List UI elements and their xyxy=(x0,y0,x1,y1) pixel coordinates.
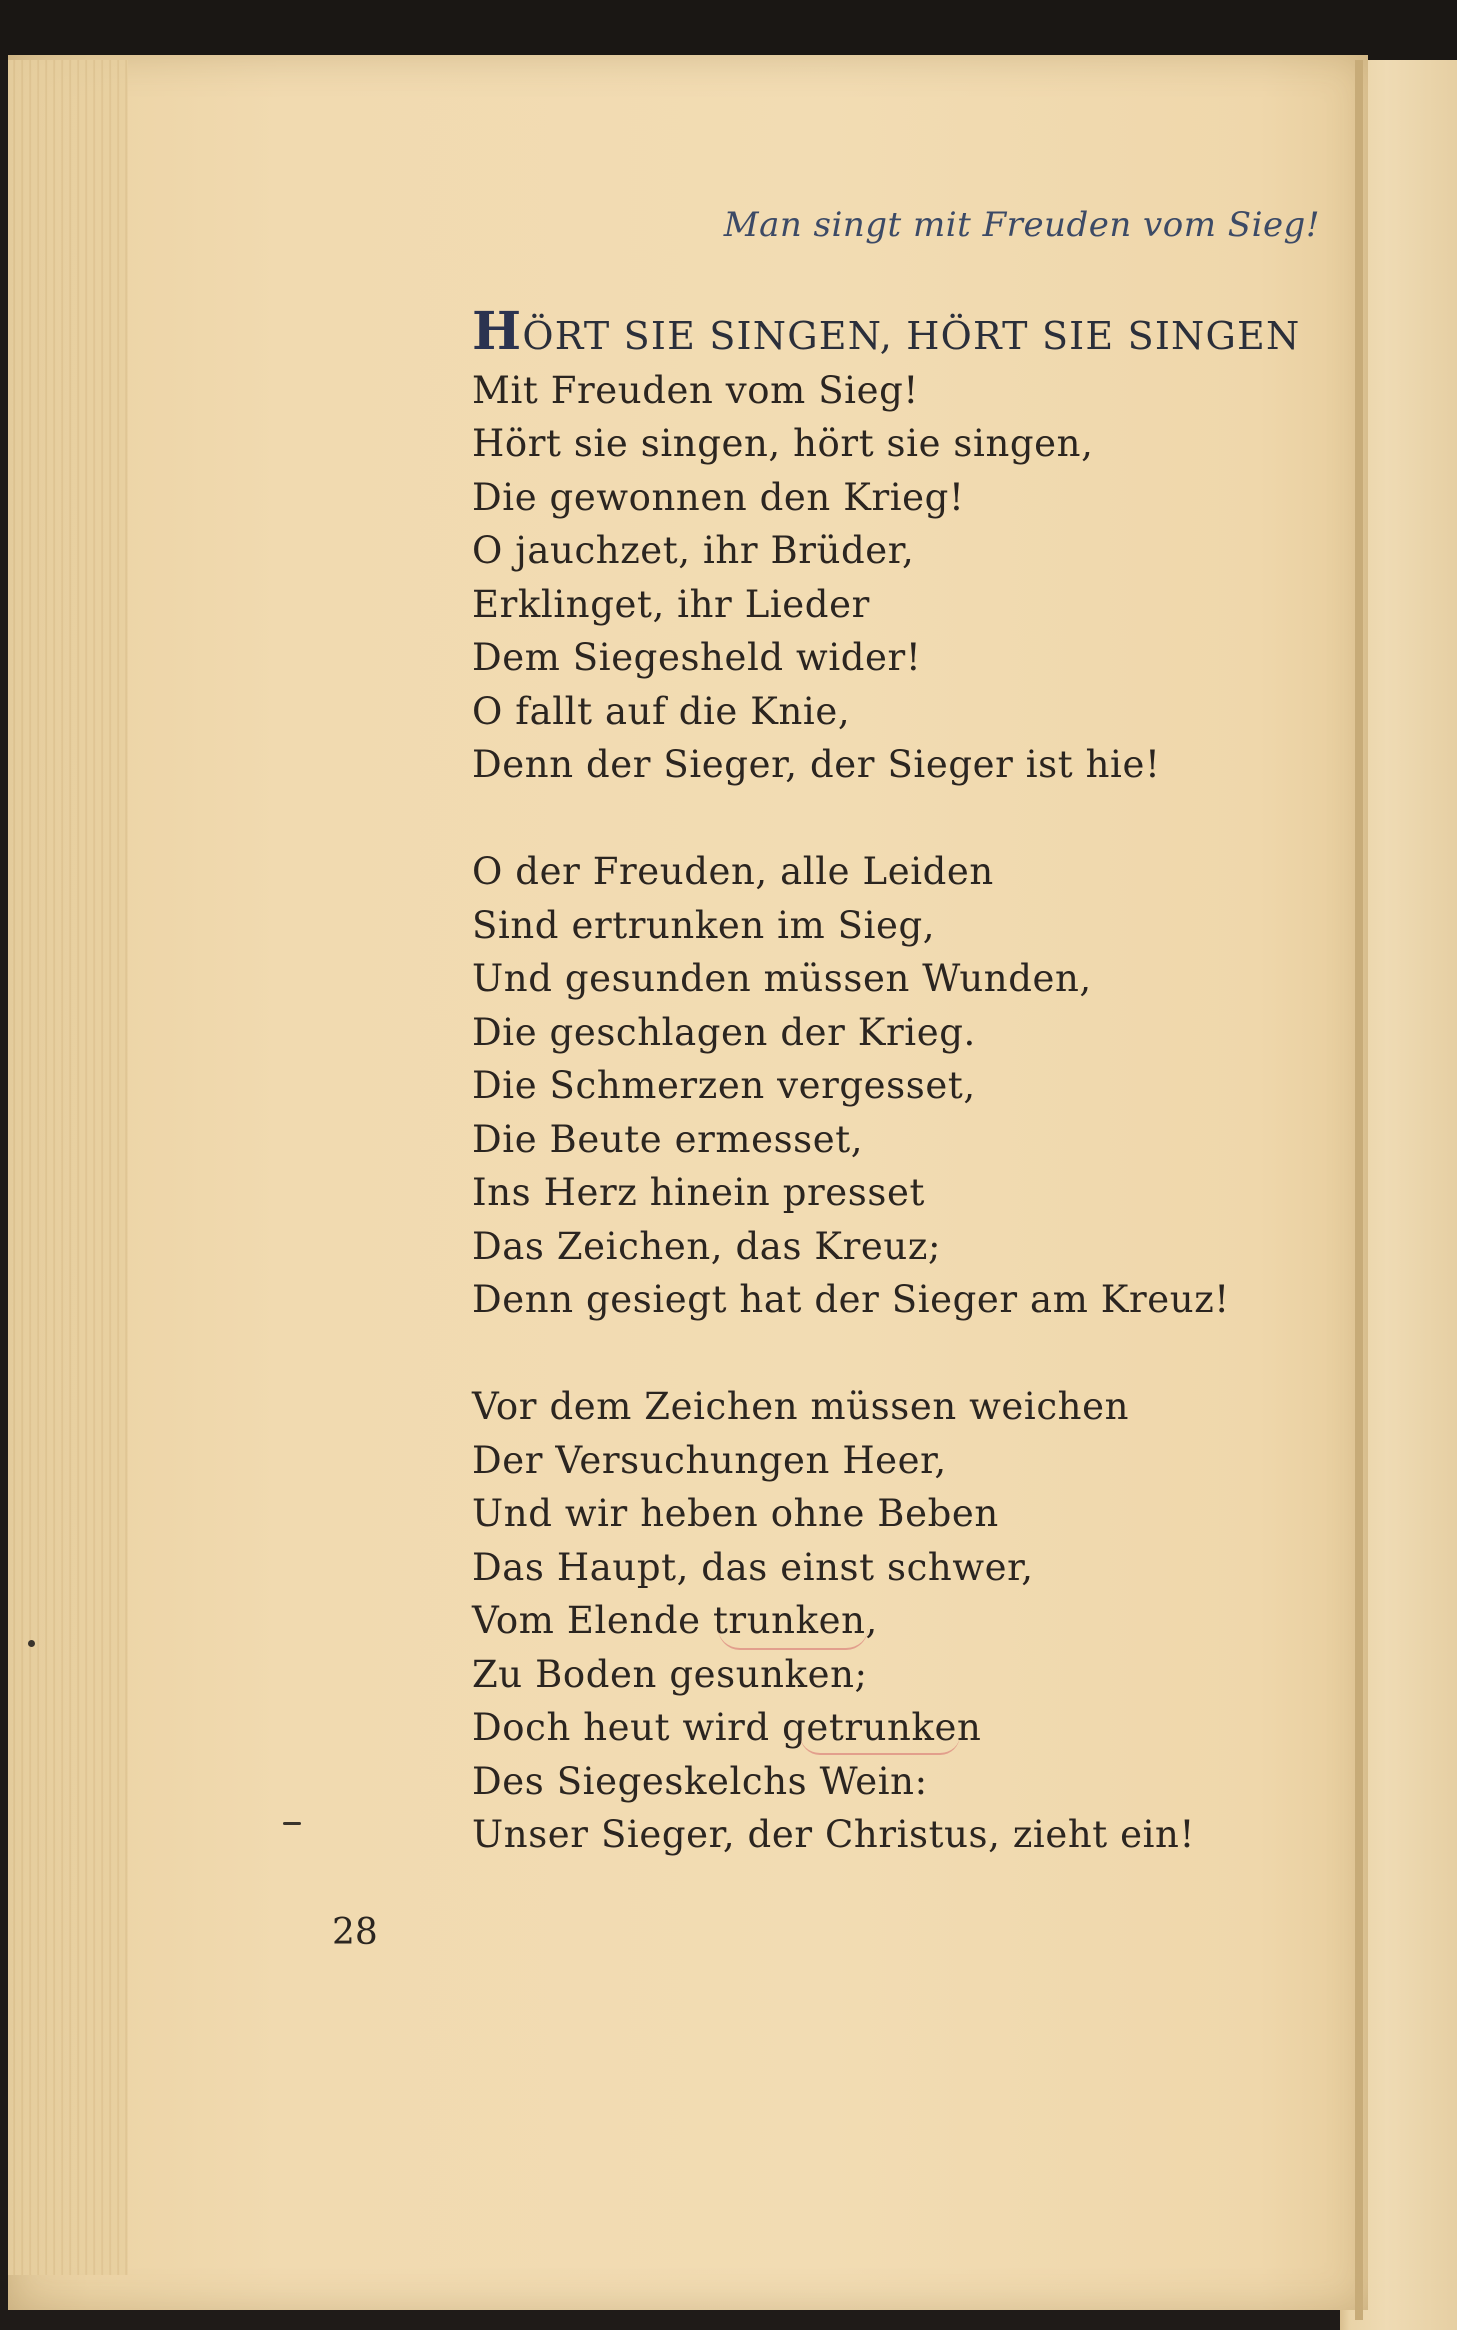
pencil-underline xyxy=(800,1735,960,1755)
verse-line: Unser Sieger, der Christus, zieht ein! xyxy=(472,1813,1195,1856)
verse-line: Ins Herz hinein presset xyxy=(472,1171,925,1214)
verse-line: Die Beute ermesset, xyxy=(472,1117,864,1161)
stanza-2 xyxy=(472,845,1352,1327)
verse-line: Das Zeichen, das Kreuz; xyxy=(472,1224,942,1268)
verse-line: Die gewonnen den Krieg! xyxy=(472,475,965,519)
verse-line: Das Haupt, das einst schwer, xyxy=(472,1545,1034,1589)
verse-line: O fallt auf die Knie, xyxy=(472,689,851,733)
title-initial: H xyxy=(472,301,523,362)
verse-line: Der Versuchungen Heer, xyxy=(472,1438,947,1482)
pencil-underline xyxy=(718,1628,868,1650)
verse-line: Mit Freuden vom Sieg! xyxy=(472,368,919,412)
page-number: 28 xyxy=(332,1912,378,1953)
verse-line: Und gesunden müssen Wunden, xyxy=(472,957,1092,1000)
scan-background xyxy=(0,0,1457,60)
verse-line: Vom Elende trunken, xyxy=(472,1599,878,1642)
verse-line: Und wir heben ohne Beben xyxy=(472,1492,999,1535)
verse-line: O der Freuden, alle Leiden xyxy=(472,850,994,893)
verse-line: Vor dem Zeichen müssen weichen xyxy=(472,1385,1130,1428)
verse-line: Hört sie singen, hört sie singen, xyxy=(472,422,1094,465)
paper-speck xyxy=(28,1640,35,1647)
title-text: ÖRT SIE SINGEN, HÖRT SIE SINGEN xyxy=(522,314,1301,358)
running-head: Man singt mit Freuden vom Sieg! xyxy=(723,205,1320,245)
verse-line: Denn gesiegt hat der Sieger am Kreuz! xyxy=(472,1278,1230,1321)
verse-line: Des Siegeskelchs Wein: xyxy=(472,1759,928,1803)
stanza-3 xyxy=(472,1380,1352,1862)
verse-line: Sind ertrunken im Sieg, xyxy=(472,903,936,947)
poem xyxy=(472,301,1352,1915)
verse-line: Doch heut wird getrunken xyxy=(472,1706,982,1749)
verse-line: O jauchzet, ihr Brüder, xyxy=(472,529,915,572)
stanza-1 xyxy=(472,364,1352,792)
poem-title xyxy=(472,301,1352,364)
page-stack-edge xyxy=(8,60,128,2275)
verse-line: Dem Siegesheld wider! xyxy=(472,636,922,679)
verse-line: Denn der Sieger, der Sieger ist hie! xyxy=(472,743,1161,786)
paper-speck xyxy=(283,1822,301,1825)
verse-line: Zu Boden gesunken; xyxy=(472,1652,868,1696)
verse-line: Die geschlagen der Krieg. xyxy=(472,1010,976,1054)
verse-line: Erklinget, ihr Lieder xyxy=(472,582,870,626)
binding-edge xyxy=(1355,60,1363,2320)
verse-line: Die Schmerzen vergesset, xyxy=(472,1064,976,1107)
